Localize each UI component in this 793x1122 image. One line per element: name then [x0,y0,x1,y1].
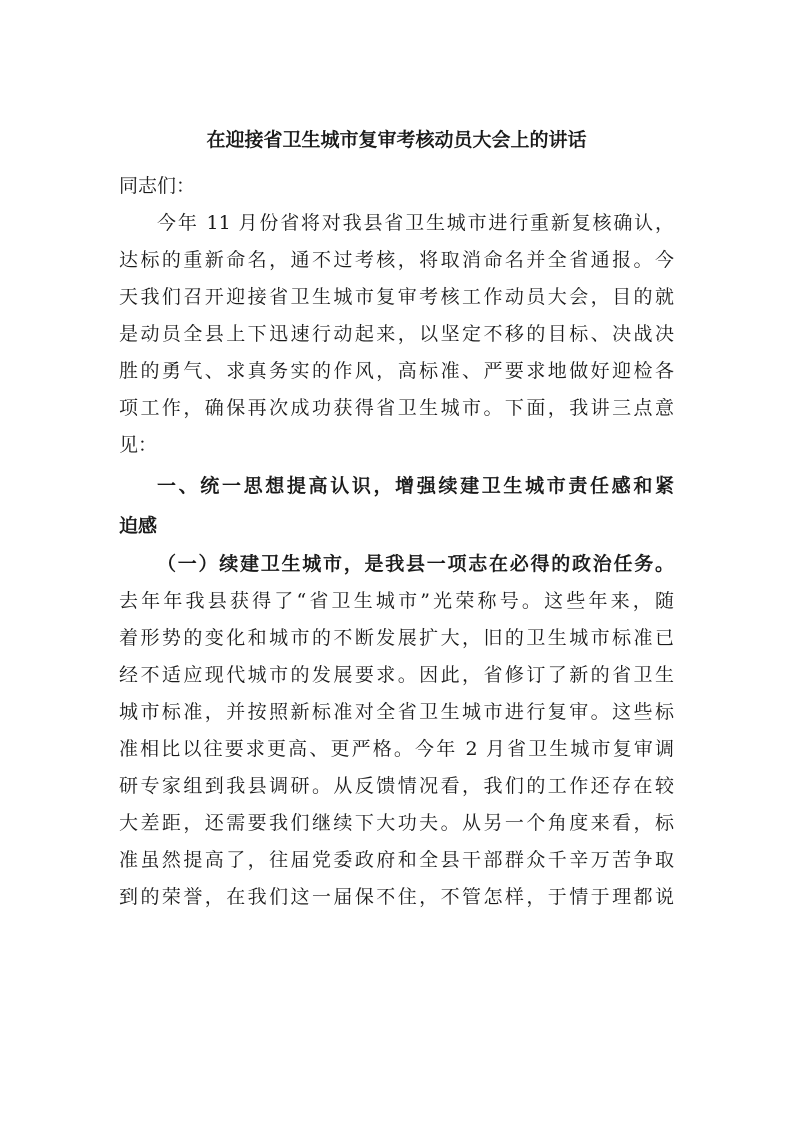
paragraph-line: 达标的重新命名，通不过考核，将取消命名并全省通报。今 [119,249,674,271]
subsection-1-paragraph [119,546,674,916]
document-body [119,120,674,916]
heading-line: 一、统一思想提高认识，增强续建卫生城市责任感和紧 [157,475,674,497]
paragraph-line: 天我们召开迎接省卫生城市复审考核工作动员大会，目的就 [119,286,674,308]
section-heading-1 [119,466,674,546]
paragraph-line: 经不适应现代城市的发展要求。因此，省修订了新的省卫生 [119,664,674,686]
paragraph-line: 着形势的变化和城市的不断发展扩大，旧的卫生城市标准已 [119,627,674,649]
paragraph-line: 今年 11 月份省将对我县省卫生城市进行重新复核确认， [157,212,674,234]
paragraph-line: 城市标准，并按照新标准对全省卫生城市进行复审。这些标 [119,701,674,723]
paragraph-line: 研专家组到我县调研。从反馈情况看，我们的工作还存在较 [119,775,674,797]
intro-paragraph [119,205,674,464]
paragraph-line: 准虽然提高了，往届党委政府和全县干部群众千辛万苦争取 [119,849,674,871]
salutation: 同志们： [119,175,196,197]
paragraph-line: 准相比以往要求更高、更严格。今年 2 月省卫生城市复审调 [119,738,674,760]
paragraph-line: 项工作，确保再次成功获得省卫生城市。下面，我讲三点意 [119,397,674,419]
subsection-heading: （一）续建卫生城市，是我县一项志在必得的政治任务。 [157,553,674,575]
paragraph-line: 大差距，还需要我们继续下大功夫。从另一个角度来看，标 [119,812,674,834]
paragraph-line: 胜的勇气、求真务实的作风，高标准、严要求地做好迎检各 [119,360,674,382]
heading-line: 迫感 [119,515,158,537]
document-title: 在迎接省卫生城市复审考核动员大会上的讲话 [206,129,587,151]
paragraph-line: 到的荣誉，在我们这一届保不住，不管怎样，于情于理都说 [119,886,674,908]
paragraph-line: 是动员全县上下迅速行动起来，以坚定不移的目标、决战决 [119,323,674,345]
paragraph-line: 去年年我县获得了“省卫生城市”光荣称号。这些年来，随 [119,590,674,612]
paragraph-line: 见： [119,434,158,456]
